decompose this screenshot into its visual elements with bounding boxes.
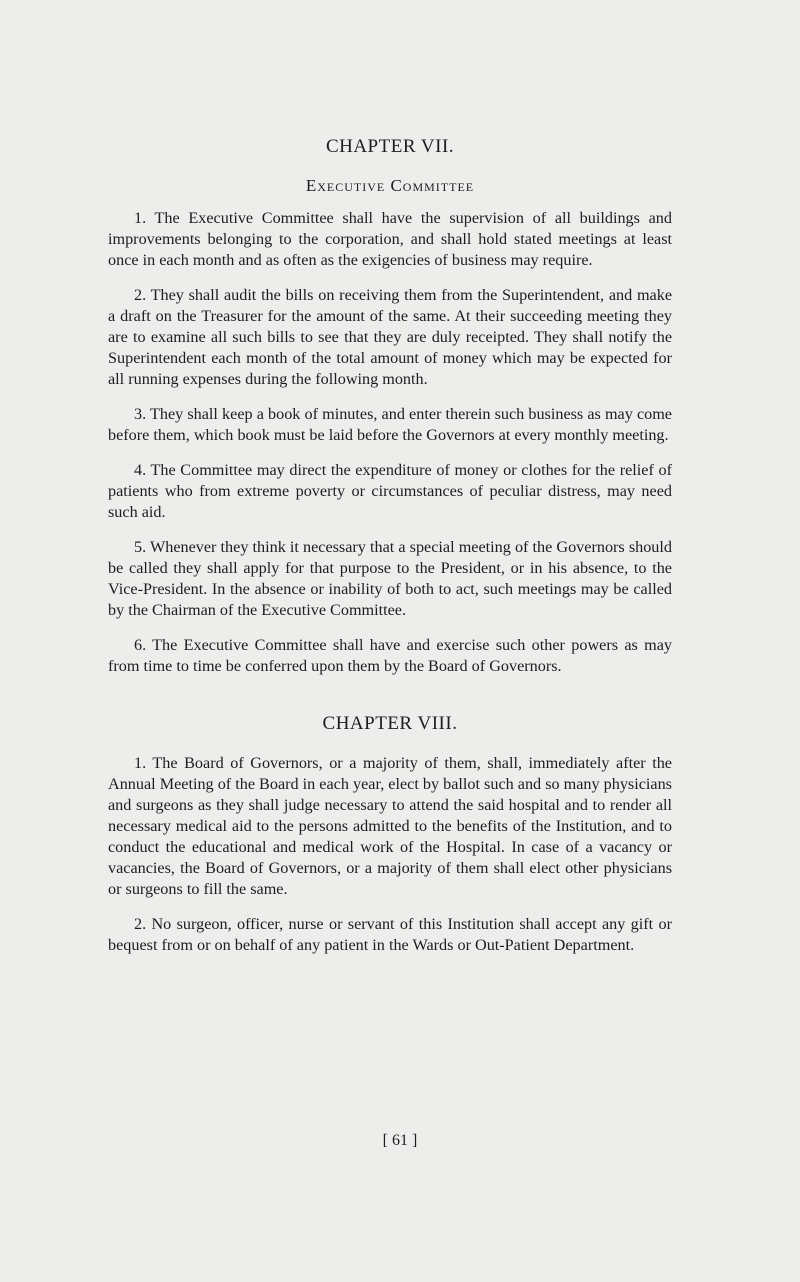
chapter-7-paragraph-1: 1. The Executive Committee shall have the supervision of all buildings and improvements belonging to the corporation, and shall hold stated meetings at least once in each month and as often as the exigencies of business may require.: [108, 209, 672, 269]
chapter-7-paragraph-4: 4. The Committee may direct the expenditure of money or clothes for the relief of patients who from extreme poverty or circumstances of peculiar distress, may need such aid.: [108, 461, 672, 521]
section-title-executive-committee: Executive Committee: [305, 176, 475, 195]
chapter-7-paragraph-5: 5. Whenever they think it necessary that a special meeting of the Governors should be called they shall apply for that purpose to the President, or in his absence, to the Vice-President. In the absence or inability of both to act, such meetings may be called by the Chairman of the Executive Committee.: [108, 538, 672, 619]
chapter-7-title: CHAPTER VII.: [325, 136, 455, 157]
page-number: [ 61 ]: [382, 1132, 418, 1149]
chapter-8-paragraph-2: 2. No surgeon, officer, nurse or servant of this Institution shall accept any gift or bequest from or on behalf of any patient in the Wards or Out-Patient Department.: [108, 915, 672, 954]
chapter-8-title: CHAPTER VIII.: [322, 713, 458, 734]
page-content: [108, 136, 672, 970]
chapter-7-paragraph-6: 6. The Executive Committee shall have and exercise such other powers as may from time to time be conferred upon them by the Board of Governors.: [108, 636, 672, 675]
chapter-7-paragraph-2: 2. They shall audit the bills on receiving them from the Superintendent, and make a draft on the Treasurer for the amount of the same. At their succeeding meeting they are to examine all such bills to see that they are duly receipted. They shall notify the Superintendent each month of the total amount of money which may be expected for all running expenses during the following month.: [108, 286, 672, 388]
chapter-7-paragraph-3: 3. They shall keep a book of minutes, and enter therein such business as may come before them, which book must be laid before the Governors at every monthly meeting.: [108, 405, 672, 444]
chapter-8-paragraph-1: 1. The Board of Governors, or a majority of them, shall, immediately after the Annual Meeting of the Board in each year, elect by ballot such and so many physicians and surgeons as they shall judge necessary to attend the said hospital and to render all necessary medical aid to the persons admitted to the benefits of the Institution, and to conduct the educational and medical work of the Hospital. In case of a vacancy or vacancies, the Board of Governors, or a majority of them shall elect other physicians or surgeons to fill the same.: [108, 754, 672, 898]
